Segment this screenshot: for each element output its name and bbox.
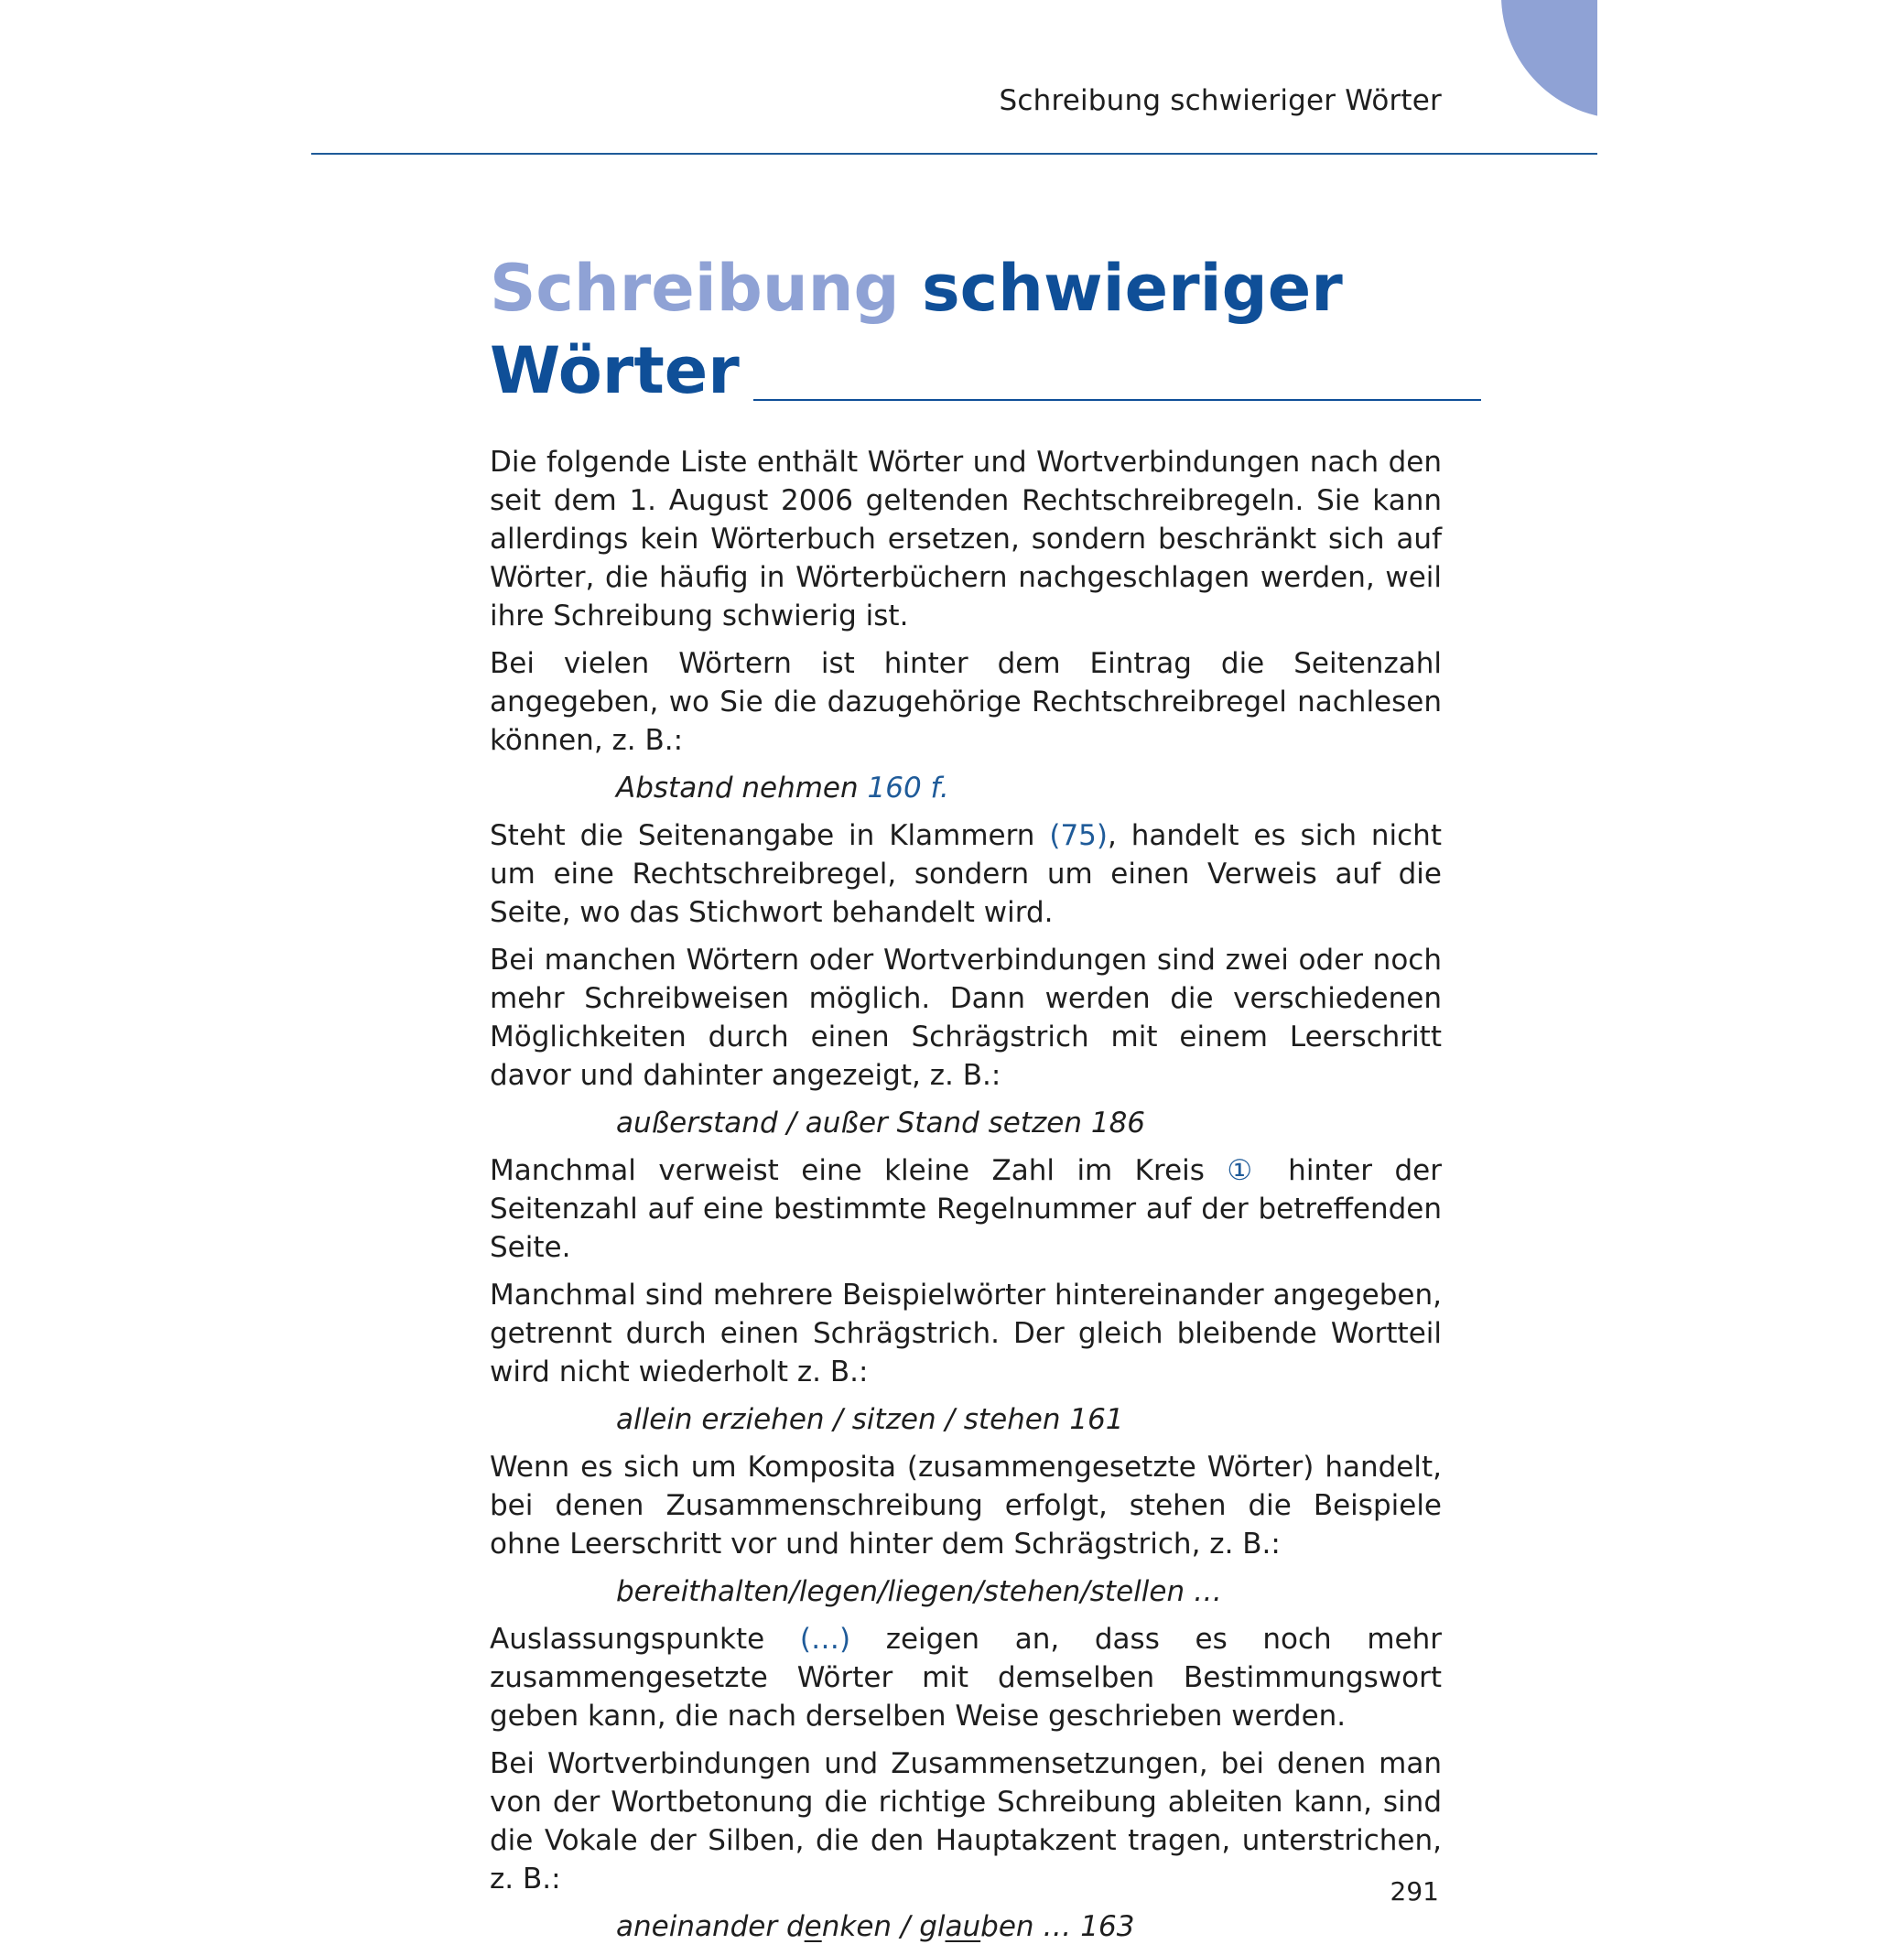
paragraph-2: Bei vielen Wörtern ist hinter dem Eintrag die Seitenzahl angegeben, wo Sie die dazugehörige Rechtschreibregel nachlesen können, z. B.:: [490, 647, 1442, 757]
title-rule: [753, 399, 1481, 401]
title-part-dark-2: Wörter: [490, 333, 740, 408]
paragraph-3: [490, 816, 1442, 932]
body-text: [490, 443, 1442, 1955]
paragraph-3-b: , handelt es sich nicht um eine Rechtschreibregel, sondern um einen Verweis auf die Seite, wo das Stichwort behandelt wird.: [490, 819, 1442, 929]
paragraph-8-a: Auslassungspunkte: [490, 1623, 800, 1656]
example-5-a: aneinander d: [616, 1910, 805, 1943]
example-4: bereithalten/legen/liegen/stehen/stellen …: [616, 1575, 1222, 1608]
paragraph-8-ref: (…): [799, 1623, 851, 1656]
example-1-ref: 160 f.: [867, 772, 949, 805]
header-rule: [311, 153, 1597, 155]
circled-number: ①: [1227, 1154, 1266, 1187]
example-2: außerstand / außer Stand setzen 186: [616, 1107, 1146, 1140]
paragraph-4: Bei manchen Wörtern oder Wortverbindungen sind zwei oder noch mehr Schreibweisen möglich. Dann werden die verschiedenen Möglichkeiten durch einen Schrägstrich mit einem Leerschritt davor und dahinter angezeigt, z. B.:: [490, 944, 1442, 1092]
page-number: 291: [1390, 1876, 1439, 1906]
paragraph-9: Bei Wortverbindungen und Zusammensetzungen, bei denen man von der Wortbetonung die richtige Schreibung ableiten kann, sind die Vokale der Silben, die den Hauptakzent tragen, unterstrichen, z. B.:: [490, 1747, 1442, 1896]
paragraph-1: Die folgende Liste enthält Wörter und Wortverbindungen nach den seit dem 1. August 2006 geltenden Rechtschreibregeln. Sie kann allerdings kein Wörterbuch ersetzen, sondern beschränkt sich auf Wörter, die häufig in Wörterbüchern nachgeschlagen werden, weil ihre Schreibung schwierig ist.: [490, 446, 1442, 632]
paragraph-8: [490, 1620, 1442, 1735]
paragraph-5-a: Manchmal verweist eine kleine Zahl im Kreis: [490, 1154, 1228, 1187]
example-5: [616, 1907, 1442, 1946]
paragraph-5-b: hinter der Seitenzahl auf eine bestimmte Regelnummer auf der betreffenden Seite.: [490, 1154, 1442, 1264]
paragraph-3-ref: (75): [1049, 819, 1108, 852]
example-5-b: nken / gl: [821, 1910, 946, 1943]
paragraph-6: Manchmal sind mehrere Beispielwörter hintereinander angegeben, getrennt durch einen Schrägstrich. Der gleich bleibende Wortteil wird nicht wiederholt z. B.:: [490, 1279, 1442, 1388]
corner-mask: [1597, 0, 1904, 128]
example-5-underlined-2: au: [945, 1910, 981, 1943]
example-1: [616, 769, 1442, 807]
paragraph-5: [490, 1151, 1442, 1267]
example-3: allein erziehen / sitzen / stehen 161: [616, 1403, 1124, 1436]
paragraph-7: Wenn es sich um Komposita (zusammengesetzte Wörter) handelt, bei denen Zusammenschreibung erfolgt, stehen die Beispiele ohne Leerschritt vor und hinter dem Schrägstrich, z. B.:: [490, 1451, 1442, 1561]
paragraph-8-b: zeigen an, dass es noch mehr zusammengesetzte Wörter mit demselben Bestimmungswort geben kann, die nach derselben Weise geschrieben werden.: [490, 1623, 1443, 1733]
example-1-text: Abstand nehmen: [616, 772, 868, 805]
example-5-underlined-1: e: [804, 1910, 822, 1943]
page-title: [490, 247, 1481, 412]
example-5-c: ben … 163: [980, 1910, 1135, 1943]
title-part-dark: schwieriger: [922, 251, 1343, 326]
paragraph-3-a: Steht die Seitenangabe in Klammern: [490, 819, 1050, 852]
running-header: Schreibung schwieriger Wörter: [999, 84, 1442, 117]
title-part-light: Schreibung: [490, 251, 900, 326]
